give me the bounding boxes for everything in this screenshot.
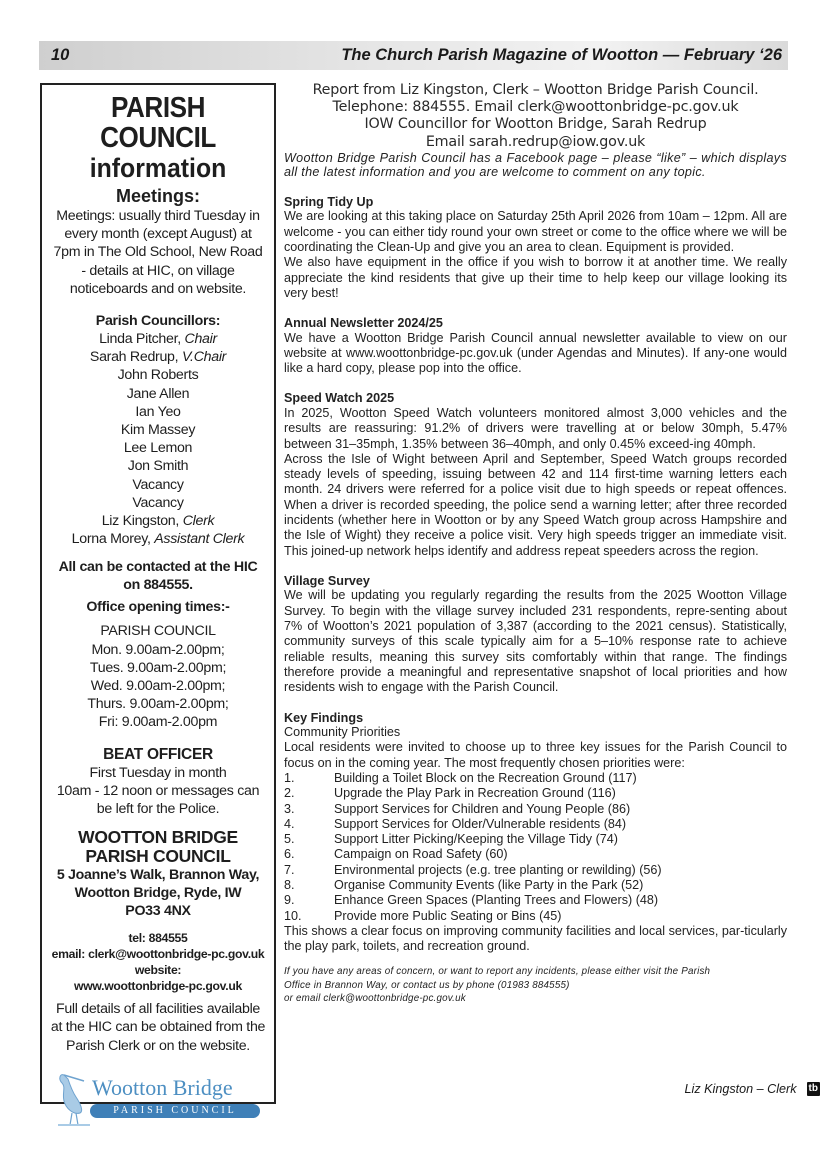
- councillors-list: [42, 330, 274, 548]
- office-heading: Office opening times:-: [86, 599, 230, 616]
- facilities-text: Full details of all facilities available at the HIC can be obtained from the Parish Clerk or on the website.: [50, 1001, 266, 1054]
- office-times: PARISH COUNCIL Mon. 9.00am-2.00pm; Tues. 9.00am-2.00pm; Wed. 9.00am-2.00pm; Thurs. 9.00am-2.00pm; Fri: 9.00am-2.00pm: [87, 623, 229, 731]
- report-heading: Report from Liz Kingston, Clerk – Wootton Bridge Parish Council. Telephone: 884555. Email clerk@woottonbridge-pc.gov.uk IOW Councillor for Wootton Bridge, Sarah Redrup Email sarah.redrup@iow.gov.uk: [312, 82, 759, 150]
- section-heading-key-findings: Key Findings: [284, 710, 364, 725]
- list-item: 9. Enhance Green Spaces (Planting Trees and Flowers) (48): [284, 893, 659, 908]
- councillor: Jane Allen: [126, 385, 190, 402]
- councillor: Vacancy: [132, 494, 184, 511]
- email-link[interactable]: email: clerk@woottonbridge-pc.gov.uk: [51, 947, 265, 962]
- contact-footer-note: If you have any areas of concern, or want to report any incidents, please either visit the Parish Office in Brannon Way, or contact us by phone (01983 884555) or email clerk@woottonbridge-pc.gov.uk: [284, 966, 711, 1005]
- signature: [685, 1082, 820, 1096]
- signature-text: Liz Kingston – Clerk: [684, 1082, 797, 1096]
- list-item: 7. Environmental projects (e.g. tree planting or rewilding) (56): [284, 862, 662, 877]
- page-header: [39, 41, 788, 70]
- councillor: Linda Pitcher, Chair: [99, 331, 217, 348]
- box-subtitle: information: [89, 153, 227, 183]
- list-item: 6. Campaign on Road Safety (60): [284, 847, 508, 862]
- list-item: 5. Support Litter Picking/Keeping the Village Tidy (74): [284, 832, 618, 847]
- page-number: 10: [51, 46, 70, 64]
- councillor: Ian Yeo: [135, 403, 181, 420]
- councillor: Jon Smith: [127, 458, 189, 475]
- org-address: 5 Joanne’s Walk, Brannon Way, Wootton Bridge, Ryde, IW PO33 4NX: [56, 867, 260, 920]
- box-title: PARISH COUNCIL: [100, 92, 216, 154]
- meetings-text: Meetings: usually third Tuesday in every month (except August) at 7pm in The Old School, New Road - details at HIC, on village noticeboards and on website.: [53, 208, 263, 297]
- list-item: 10. Provide more Public Seating or Bins (45): [284, 908, 562, 923]
- speed-watch-p1: In 2025, Wootton Speed Watch volunteers monitored almost 3,000 vehicles and the results are reassuring: 91.2% of drivers were travelling at or below 30mph, 5.47% between 31–35mph, 1.35% between 36–40mph, and only 0.45% exceed-ing 40mph.: [284, 405, 787, 451]
- councillor: Kim Massey: [120, 422, 196, 439]
- village-survey-p1: We will be updating you regularly regarding the results from the 2025 Wootton Village Survey. To begin with the village survey included 231 respondents, repre-senting about 7% of Wootton’s 2021 population of 3,387 (according to the 2021 census). Statistically, community surveys of this scale typically aim for a 5–10% response rate to achieve reliable results, meaning this survey sits comfortably within that range. The findings therefore provide a meaningful and representative snapshot of local priorities and how residents wish to engage with the Parish Council.: [284, 588, 787, 695]
- councillor: Lee Lemon: [123, 440, 193, 457]
- contact-note: All can be contacted at the HIC on 884555.: [58, 559, 258, 594]
- key-findings-subheading: Community Priorities: [284, 725, 401, 740]
- section-heading-annual-newsletter: Annual Newsletter 2024/25: [284, 316, 443, 331]
- beat-officer-text: First Tuesday in month 10am - 12 noon or messages can be left for the Police.: [56, 764, 260, 818]
- speed-watch-p2: Across the Isle of Wight between April and September, Speed Watch groups recorded steady levels of speeding, issuing between 42 and 114 first-time warning letters each month. 24 drivers were referred for a police visit due to high speeds or repeat offences. When a driver is recorded speeding, the police send a warning letter; after three recorded incidents (whether here in Wootton or by any Speed Watch group across Hampshire and the Isle of Wight) they receive a police visit. Very high speeds trigger an immediate visit. This joined-up network helps identify and address repeat speeders across the region.: [284, 451, 787, 558]
- annual-newsletter-p1: We have a Wootton Bridge Parish Council annual newsletter available to view on our website at www.woottonbridge-pc.gov.uk (under Agendas and Minutes). If any-one would like a hard copy, please pop into the office.: [284, 330, 787, 376]
- org-contacts: tel: 884555 email: clerk@woottonbridge-pc.gov.uk website: www.woottonbridge-pc.gov.uk: [42, 930, 274, 994]
- section-heading-village-survey: Village Survey: [284, 573, 370, 588]
- list-item: 2. Upgrade the Play Park in Recreation Ground (116): [284, 786, 616, 801]
- parish-council-info-box: [40, 83, 276, 1116]
- councillor: John Roberts: [117, 367, 199, 384]
- councillor: Vacancy: [132, 476, 184, 493]
- key-findings-intro: Local residents were invited to choose up to three key issues for the Parish Council to focus on in the coming year. The most frequently chosen priorities were:: [284, 740, 787, 770]
- facebook-note: Wootton Bridge Parish Council has a Facebook page – please “like” – which displays all the latest information and you are welcome to comment on any topic.: [284, 150, 787, 180]
- tel: tel: 884555: [128, 931, 188, 946]
- spring-tidy-up-p1: We are looking at this taking place on Saturday 25th April 2026 from 10am – 12pm. All are welcome - you can either tidy round your own street or come to the office where we will be coordinating the Clean-Up and give you an area to clean. Equipment is provided.: [284, 209, 787, 254]
- heron-icon: [54, 1067, 94, 1127]
- councillor: Sarah Redrup, V.Chair: [89, 349, 227, 366]
- section-heading-speed-watch: Speed Watch 2025: [284, 391, 395, 406]
- key-findings-outro: This shows a clear focus on improving community facilities and local services, par-ticularly the play park, toilets, and recreation ground.: [284, 923, 787, 954]
- list-item: 3. Support Services for Children and Young People (86): [284, 801, 631, 816]
- councillor: Liz Kingston, Clerk: [101, 513, 215, 530]
- list-item: 4. Support Services for Older/Vulnerable residents (84): [284, 816, 627, 831]
- website-link[interactable]: www.woottonbridge-pc.gov.uk: [74, 979, 242, 994]
- magazine-title: The Church Parish Magazine of Wootton — February ‘26: [341, 46, 782, 64]
- wootton-bridge-logo: Wootton Bridge PARISH COUNCIL: [50, 1067, 266, 1127]
- meetings-heading: Meetings:: [115, 186, 200, 206]
- section-heading-spring-tidy-up: Spring Tidy Up: [284, 194, 374, 209]
- spring-tidy-up-p2: We also have equipment in the office if you wish to borrow it at another time. We really appreciate the kind residents that give up their time to help keep our village looking its very best!: [284, 255, 787, 300]
- end-mark-icon: tb: [808, 1083, 818, 1094]
- councillor: Lorna Morey, Assistant Clerk: [71, 531, 245, 548]
- priorities-list: [284, 771, 787, 924]
- beat-officer-heading: BEAT OFFICER: [103, 745, 213, 763]
- councillors-heading: Parish Councillors:: [95, 313, 221, 330]
- list-item: 1. Building a Toilet Block on the Recreation Ground (117): [284, 770, 637, 785]
- org-name: WOOTTON BRIDGE PARISH COUNCIL: [78, 827, 238, 867]
- list-item: 8. Organise Community Events (like Party in the Park (52): [284, 878, 644, 892]
- clerk-report: [284, 82, 787, 1006]
